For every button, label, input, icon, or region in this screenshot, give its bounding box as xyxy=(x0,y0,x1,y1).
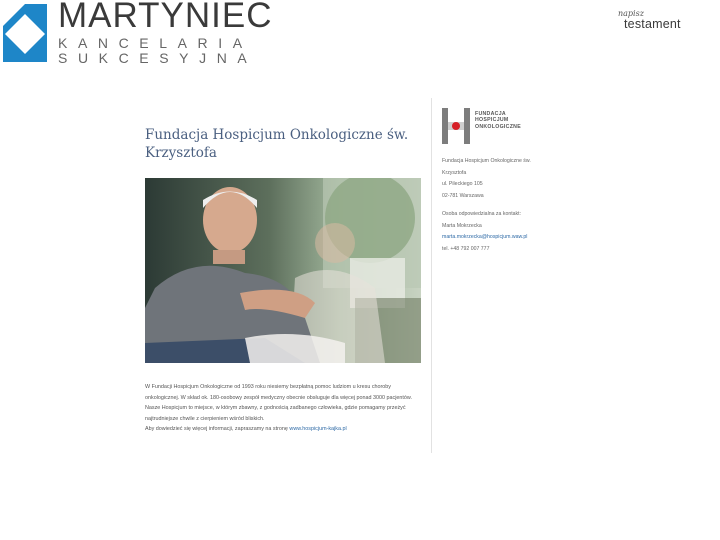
martyniec-logo-icon xyxy=(3,4,47,62)
foundation-logo-text-line-3: ONKOLOGICZNE xyxy=(475,123,521,130)
foundation-logo-text xyxy=(475,111,521,130)
contact-label: Osoba odpowiedzialna za kontakt: xyxy=(442,211,522,217)
foundation-logo-icon xyxy=(442,108,472,144)
contact-phone: tel. +48 792 007 777 xyxy=(442,245,490,252)
brand-name: MARTYNIEC xyxy=(58,0,273,35)
contact-person: Marta Mokrzecka xyxy=(442,222,482,229)
foundation-description-block xyxy=(145,382,421,435)
napisz-testament-logo xyxy=(617,11,689,33)
foundation-website-link[interactable]: www.hospicjum-kajka.pl xyxy=(289,426,347,432)
hospice-photo xyxy=(145,178,421,363)
brand-subtitle-line-2: SUKCESYJNA xyxy=(58,50,258,66)
page-title: Fundacja Hospicjum Onkologiczne św. Krzysztofa xyxy=(145,127,409,161)
more-info-text: Aby dowiedzieć się więcej informacji, zapraszamy na stronę xyxy=(145,426,288,432)
testament-logo-prefix: napisz xyxy=(618,9,644,18)
foundation-address-name: Fundacja Hospicjum Onkologiczne św. Krzysztofa xyxy=(442,158,531,176)
foundation-contact xyxy=(442,209,552,255)
brand-subtitle-line-1: KANCELARIA xyxy=(58,35,253,51)
foundation-logo-text-line-2: HOSPICJUM xyxy=(475,117,509,124)
foundation-address-street: ul. Pileckiego 105 xyxy=(442,181,483,187)
column-divider xyxy=(431,98,432,453)
foundation-description: W Fundacji Hospicjum Onkologiczne od 1993 roku niesiemy bezpłatną pomoc ludziom u kresu choroby onkologicznej. W skład ok. 180-osobowy zespół medyczny obecnie obsługuje dla więcej ponad 3000 pacjentów. Nasze Hospicjum to miejsce, w którym zbawny, z godnością zadbanego człowieka, gdzie pomagamy przeżyć najtrudniejsze chwile z cierpieniem wśród bliskich. xyxy=(145,384,412,422)
foundation-logo-text-line-1: FUNDACJA xyxy=(475,111,506,117)
contact-email-link[interactable]: marta.mokrzecka@hospicjum.waw.pl xyxy=(442,234,528,240)
foundation-address-city: 02-781 Warszawa xyxy=(442,192,484,199)
testament-logo-name: testament xyxy=(624,17,681,31)
foundation-address xyxy=(442,156,552,202)
